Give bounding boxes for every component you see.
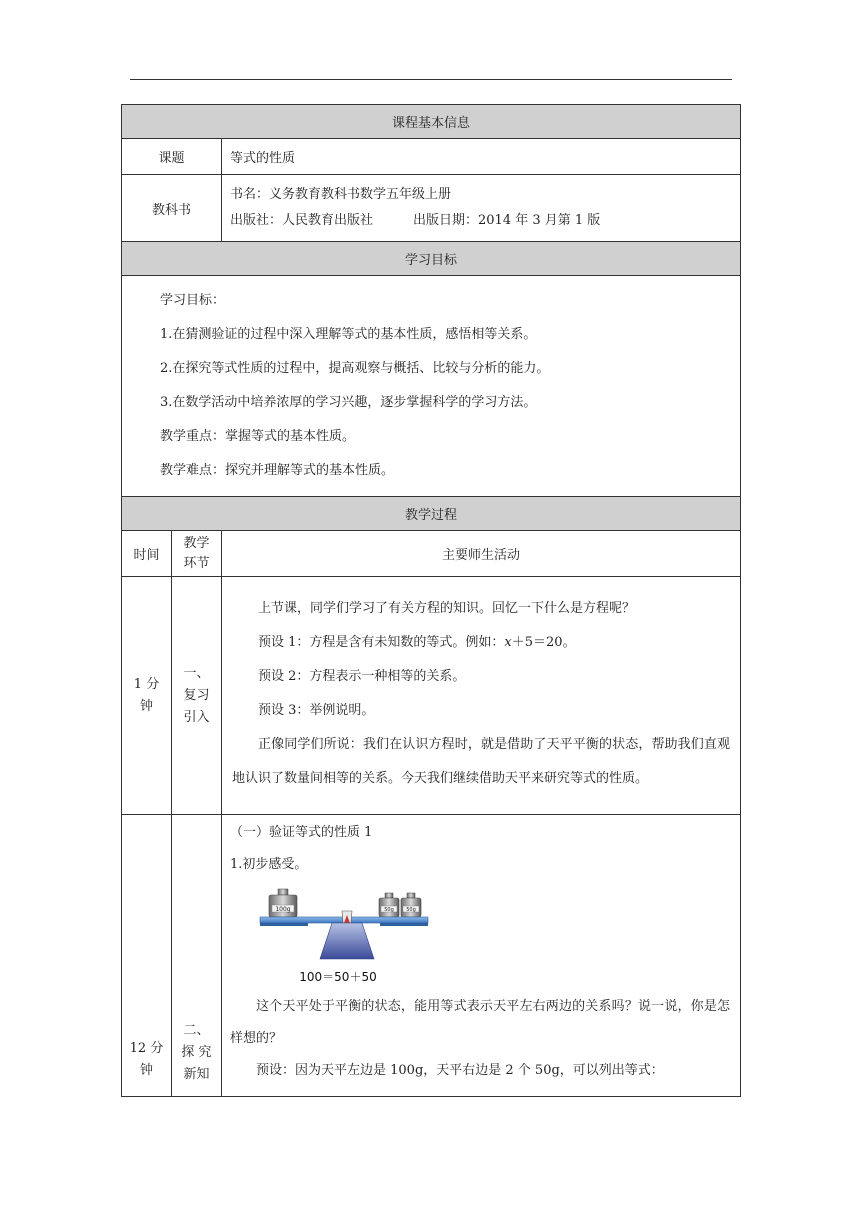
row1-para-2: 预设 1：方程是含有未知数的等式。例如：x＋5＝20。 — [258, 634, 576, 650]
balance-scale-figure — [258, 885, 438, 989]
textbook-details — [222, 175, 741, 242]
left-weight-100g — [269, 889, 297, 917]
book-name: 书名：义务教育教科书数学五年级上册 — [230, 187, 452, 202]
topic-label: 课题 — [122, 139, 222, 175]
row2-time: 12 分 钟 — [122, 815, 172, 1097]
right-weight-50g-b — [401, 893, 421, 917]
row1-activity — [222, 577, 741, 815]
scale-base — [320, 923, 374, 959]
teaching-difficulty: 教学难点：探究并理解等式的基本性质。 — [160, 463, 395, 478]
row1-para-3: 预设 2：方程表示一种相等的关系。 — [258, 668, 466, 684]
col-step-header: 教学 环节 — [172, 531, 222, 577]
svg-text:50g: 50g — [406, 907, 416, 913]
right-weight-50g-a — [379, 893, 399, 917]
col-time-header: 时间 — [122, 531, 172, 577]
row2-para-3: 这个天平处于平衡的状态，能用等式表示天平左右两边的关系吗？说一说，你是怎样想的？ — [230, 999, 731, 1046]
teaching-focus: 教学重点：掌握等式的基本性质。 — [160, 429, 356, 444]
row1-time: 1 分 钟 — [122, 577, 172, 815]
row2-para-2: 1.初步感受。 — [230, 857, 308, 872]
row1-para-5: 正像同学们所说：我们在认识方程时，就是借助了天平平衡的状态，帮助我们直观地认识了数量间相等的关系。今天我们继续借助天平来研究等式的性质。 — [232, 736, 731, 786]
learning-goals — [122, 276, 741, 497]
svg-text:50g: 50g — [384, 907, 394, 913]
row1-step: 一、 复习 引入 — [172, 577, 222, 815]
scale-equation-caption: 100＝50＋50 — [299, 970, 377, 984]
publication-date: 出版日期：2014 年 3 月第 1 版 — [413, 213, 601, 228]
header-rule — [130, 79, 732, 80]
row2-para-1: （一）验证等式的性质 1 — [230, 825, 373, 840]
course-info-header: 课程基本信息 — [122, 105, 741, 139]
goal-item-1: 1.在猜测验证的过程中深入理解等式的基本性质，感悟相等关系。 — [160, 327, 537, 342]
topic-value: 等式的性质 — [222, 139, 741, 175]
lesson-plan-table — [121, 104, 741, 1097]
learning-goals-header: 学习目标 — [122, 242, 741, 276]
left-pan — [260, 923, 308, 926]
svg-text:100g: 100g — [275, 906, 291, 913]
goal-item-3: 3.在数学活动中培养浓厚的学习兴趣，逐步掌握科学的学习方法。 — [160, 395, 537, 410]
row2-activity — [222, 815, 741, 1097]
right-pan — [380, 923, 428, 926]
col-activity-header: 主要师生活动 — [222, 531, 741, 577]
publisher-line — [230, 208, 732, 234]
goals-intro: 学习目标： — [160, 293, 226, 308]
textbook-label: 教科书 — [122, 175, 222, 242]
row2-para-4: 预设：因为天平左边是 100g，天平右边是 2 个 50g，可以列出等式： — [256, 1063, 664, 1078]
row2-step: 二、 探 究 新知 — [172, 815, 222, 1097]
publisher: 出版社：人民教育出版社 — [230, 213, 374, 228]
row1-para-1: 上节课，同学们学习了有关方程的知识。回忆一下什么是方程呢？ — [258, 600, 636, 616]
teaching-process-header: 教学过程 — [122, 497, 741, 531]
row1-para-4: 预设 3：举例说明。 — [258, 702, 375, 718]
goal-item-2: 2.在探究等式性质的过程中，提高观察与概括、比较与分析的能力。 — [160, 361, 550, 376]
